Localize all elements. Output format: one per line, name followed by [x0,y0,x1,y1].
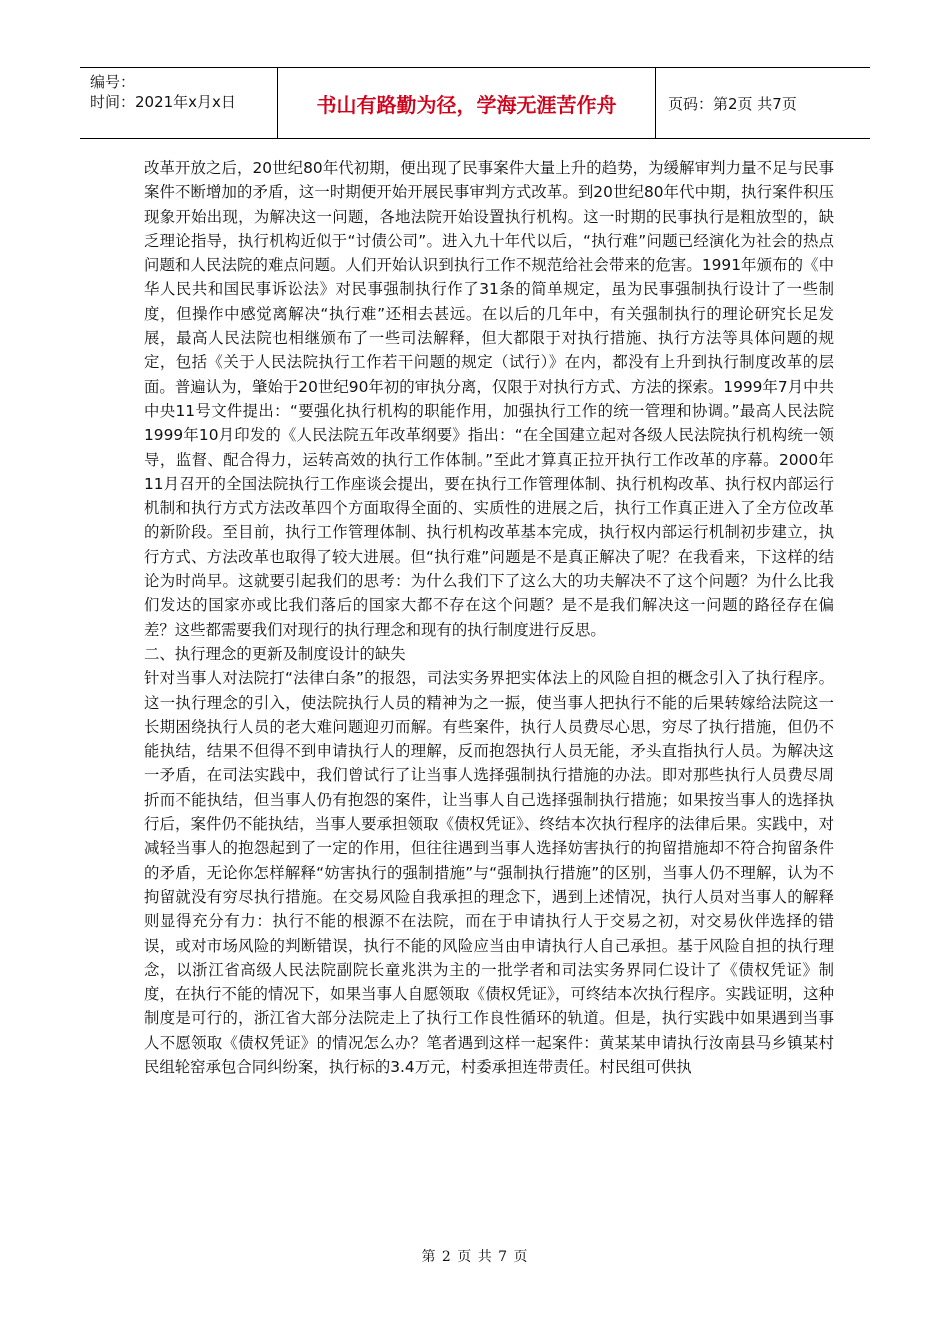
header-meta [80,68,278,138]
document-date-label: 时间：2021年x月x日 [90,93,236,111]
section-heading: 二、执行理念的更新及制度设计的缺失 [144,644,406,663]
body-paragraph: 改革开放之后，20世纪80年代初期，便出现了民事案件大量上升的趋势，为缓解审判力量不足与民事案件不断增加的矛盾，这一时期便开始开展民事审判方式改革。到20世纪80年代中期，执行案件积压现象开始出现，为解决这一问题，各地法院开始设置执行机构。这一时期的民事执行是粗放型的，缺乏理论指导，执行机构近似于“讨债公司”。进入九十年代以后，“执行难”问题已经演化为社会的热点问题和人民法院的难点问题。人们开始认识到执行工作不规范给社会带来的危害。1991年颁布的《中华人民共和国民事诉讼法》对民事强制执行作了31条的简单规定，虽为民事强制执行设计了一些制度，但操作中感觉离解决“执行难”还相去甚远。在以后的几年中，有关强制执行的理论研究长足发展，最高人民法院也相继颁布了一些司法解释，但大都限于对执行措施、执行方法等具体问题的规定，包括《关于人民法院执行工作若干问题的规定（试行）》在内，都没有上升到执行制度改革的层面。普遍认为，肇始于20世纪90年初的审执分离，仅限于对执行方式、方法的探索。1999年7月中共中央11号文件提出：“要强化执行机构的职能作用，加强执行工作的统一管理和协调。”最高人民法院1999年10月印发的《人民法院五年改革纲要》指出：“在全国建立起对各级人民法院执行机构统一领导，监督、配合得力，运转高效的执行工作体制。”至此才算真正拉开执行工作改革的序幕。2000年11月召开的全国法院执行工作座谈会提出，要在执行工作管理体制、执行机构改革、执行权内部运行机制和执行方式方法改革四个方面取得全面的、实质性的进展之后，执行工作真正进入了全方位改革的新阶段。至目前，执行工作管理体制、执行机构改革基本完成，执行权内部运行机制初步建立，执行方式、方法改革也取得了较大进展。但“执行难”问题是不是真正解决了呢？在我看来，下这样的结论为时尚早。这就要引起我们的思考：为什么我们下了这么大的功夫解决不了这个问题？为什么比我们发达的国家亦或比我们落后的国家大都不存在这个问题？是不是我们解决这一问题的路径存在偏差？这些都需要我们对现行的执行理念和现有的执行制度进行反思。 [144,159,834,639]
document-number-label: 编号： [90,73,136,91]
document-body [144,156,834,1079]
page-footer: 第 2 页 共 7 页 [421,1249,529,1265]
page-header [80,67,870,139]
header-page-info: 页码：第2页 共7页 [668,94,797,113]
body-paragraph: 针对当事人对法院打“法律白条”的报怨，司法实务界把实体法上的风险自担的概念引入了执行程序。这一执行理念的引入，使法院执行人员的精神为之一振，使当事人把执行不能的后果转嫁给法院这一长期困绕执行人员的老大难问题迎刃而解。有些案件，执行人员费尽心思，穷尽了执行措施，但仍不能执结，结果不但得不到申请执行人的理解，反而抱怨执行人员无能，矛头直指执行人员。为解决这一矛盾，在司法实践中，我们曾试行了让当事人选择强制执行措施的办法。即对那些执行人员费尽周折而不能执结，但当事人仍有抱怨的案件，让当事人自己选择强制执行措施；如果按当事人的选择执行后，案件仍不能执结，当事人要承担领取《债权凭证》、终结本次执行程序的法律后果。实践中，对减轻当事人的抱怨起到了一定的作用，但往往遇到当事人选择妨害执行的拘留措施却不符合拘留条件的矛盾，无论你怎样解释“妨害执行的强制措施”与“强制执行措施”的区别，当事人仍不理解，认为不拘留就没有穷尽执行措施。在交易风险自我承担的理念下，遇到上述情况，执行人员对当事人的解释则显得充分有力：执行不能的根源不在法院，而在于申请执行人于交易之初，对交易伙伴选择的错误，或对市场风险的判断错误，执行不能的风险应当由申请执行人自己承担。基于风险自担的执行理念，以浙江省高级人民法院副院长童兆洪为主的一批学者和司法实务界同仁设计了《债权凭证》制度，在执行不能的情况下，如果当事人自愿领取《债权凭证》，可终结本次执行程序。实践证明，这种制度是可行的，浙江省大部分法院走上了执行工作良性循环的轨道。但是，执行实践中如果遇到当事人不愿领取《债权凭证》的情况怎么办？笔者遇到这样一起案件：黄某某申请执行汝南县马乡镇某村民组轮窑承包合同纠纷案，执行标的3.4万元，村委承担连带责任。村民组可供执 [144,669,834,1076]
header-motto: 书山有路勤为径，学海无涯苦作舟 [278,68,656,138]
